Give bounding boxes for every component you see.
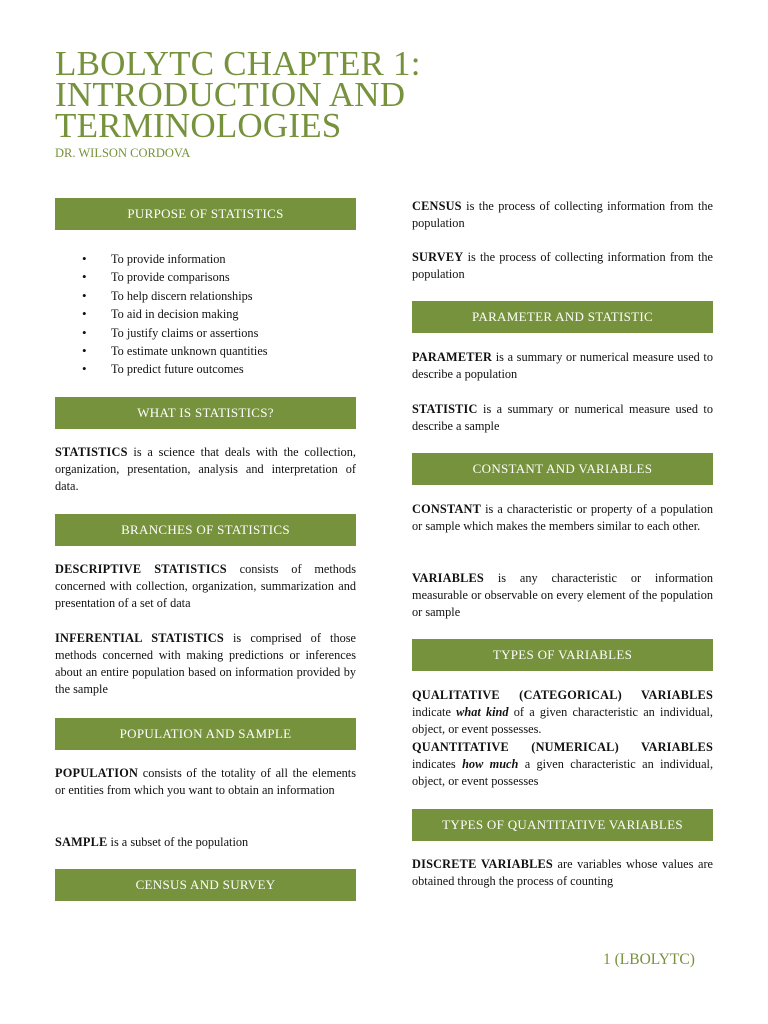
census-definition	[412, 198, 713, 232]
list-item: • To aid in decision making	[55, 305, 356, 323]
term-label: DESCRIPTIVE STATISTICS	[55, 562, 227, 576]
definition-text: consists of the totality of all the elements or entities from which you want to obtain an information	[55, 766, 356, 797]
section-heading-population-sample: POPULATION AND SAMPLE	[55, 718, 356, 750]
list-item: • To help discern relationships	[55, 287, 356, 305]
list-item: • To estimate unknown quantities	[55, 342, 356, 360]
term-label: CENSUS	[412, 199, 462, 213]
list-item: • To provide comparisons	[55, 268, 356, 286]
title-line: TERMINOLOGIES	[55, 106, 342, 145]
population-definition	[55, 765, 356, 799]
definition-text: is a summary or numerical measure used to describe a sample	[412, 402, 713, 433]
term-label: QUANTITATIVE (NUMERICAL) VARIABLES	[412, 740, 713, 754]
term-label: INFERENTIAL STATISTICS	[55, 631, 224, 645]
survey-definition	[412, 249, 713, 283]
definition-text: is a science that deals with the collection, organization, presentation, analysis and interpretation of data.	[55, 445, 356, 493]
variables-definition	[412, 570, 713, 621]
definition-text: is a characteristic or property of a population or sample which makes the members similar to each other.	[412, 502, 713, 533]
sample-definition	[55, 834, 356, 851]
constant-definition	[412, 501, 713, 535]
definition-text: is comprised of those methods concerned with making predictions or inferences about an entire population based on information provided by the sample	[55, 631, 356, 696]
term-label: STATISTICS	[55, 445, 128, 459]
title-line: LBOLYTC CHAPTER 1:	[55, 44, 421, 83]
section-heading-purpose: PURPOSE OF STATISTICS	[55, 198, 356, 230]
statistics-definition	[55, 444, 356, 495]
definition-text: is the process of collecting information from the population	[412, 199, 713, 230]
qualitative-definition	[412, 687, 713, 738]
list-item: • To justify claims or assertions	[55, 324, 356, 342]
title-line: INTRODUCTION AND	[55, 75, 406, 114]
definition-text: consists of methods concerned with collection, organization, summarization and presentation of a set of data	[55, 562, 356, 610]
list-item: • To provide information	[55, 250, 356, 268]
document-title	[55, 44, 715, 145]
term-label: CONSTANT	[412, 502, 482, 516]
definition-text: is the process of collecting information from the population	[412, 250, 713, 281]
section-heading-census-survey: CENSUS AND SURVEY	[55, 869, 356, 901]
term-label: SURVEY	[412, 250, 464, 264]
emphasis-text: what kind	[456, 705, 509, 719]
page-number: 1 (LBOLYTC)	[603, 951, 695, 968]
section-heading-constant-variables: CONSTANT AND VARIABLES	[412, 453, 713, 485]
section-heading-types-of-variables: TYPES OF VARIABLES	[412, 639, 713, 671]
section-heading-what-is-statistics: WHAT IS STATISTICS?	[55, 397, 356, 429]
definition-text: is a subset of the population	[107, 835, 249, 849]
term-label: POPULATION	[55, 766, 139, 780]
quantitative-definition	[412, 739, 713, 790]
emphasis-text: how much	[462, 757, 519, 771]
definition-text: is a summary or numerical measure used to describe a population	[412, 350, 713, 381]
inferential-definition	[55, 630, 356, 698]
definition-text: is any characteristic or information measurable or observable on every element of the population or sample	[412, 571, 713, 619]
definition-text: indicates	[412, 757, 463, 771]
purpose-list	[55, 250, 356, 379]
term-label: VARIABLES	[412, 571, 484, 585]
descriptive-definition	[55, 561, 356, 612]
discrete-definition	[412, 856, 713, 890]
section-heading-branches: BRANCHES OF STATISTICS	[55, 514, 356, 546]
term-label: DISCRETE VARIABLES	[412, 857, 553, 871]
parameter-definition	[412, 349, 713, 383]
definition-text: are variables whose values are obtained through the process of counting	[412, 857, 713, 888]
definition-text: a given characteristic an individual, object, or event possesses	[412, 757, 714, 788]
term-label: PARAMETER	[412, 350, 493, 364]
list-item: • To predict future outcomes	[55, 360, 356, 378]
author-name: DR. WILSON CORDOVA	[55, 146, 191, 160]
term-label: SAMPLE	[55, 835, 108, 849]
section-heading-parameter-statistic: PARAMETER AND STATISTIC	[412, 301, 713, 333]
term-label: QUALITATIVE (CATEGORICAL) VARIABLES	[412, 688, 713, 702]
section-heading-types-of-quantitative-variables: TYPES OF QUANTITATIVE VARIABLES	[412, 809, 713, 841]
statistic-definition	[412, 401, 713, 435]
definition-text: of a given characteristic an individual, object, or event possesses.	[412, 705, 713, 736]
term-label: STATISTIC	[412, 402, 478, 416]
definition-text: indicate	[412, 705, 457, 719]
